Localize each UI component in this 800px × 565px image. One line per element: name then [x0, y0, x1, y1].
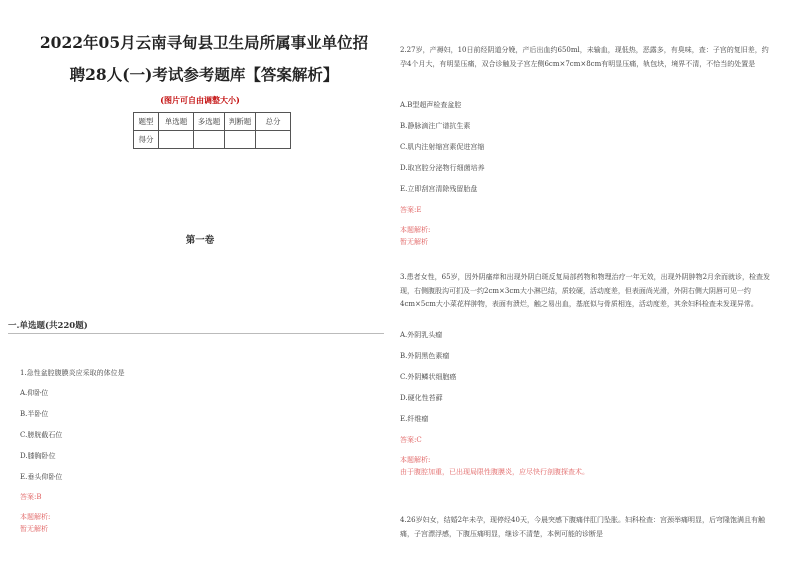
resize-note: (图片可自由调整大小) — [160, 95, 240, 105]
answer: 答案:C — [400, 436, 422, 444]
analysis-text: 由于腹腔加重，已出现局限性腹膜炎，应尽快行剖腹探查术。 — [400, 468, 589, 476]
table-cell — [159, 131, 194, 149]
option: A.B型超声检查盆腔 — [400, 101, 462, 109]
score-table-header-row — [134, 113, 291, 131]
table-cell: 得分 — [134, 131, 159, 149]
option: B.外阴黑色素瘤 — [400, 352, 450, 360]
analysis-label: 本题解析: — [400, 456, 431, 464]
question-stem: 3.患者女性，65岁，因外阴瘙痒和出现外阴白斑反复局部药物和物理治疗一年无效，出现外阴肿物2月余而就诊，检查发现，右侧腹股沟可扪及一约2cm×3cm大小淋巴结，质较硬，活动度差，但表面尚光滑，外阴右侧大阴唇可见一约4cm×5cm大小菜花样肿物，表面有溃烂，触之易出血，基底似与骨质相连，活动度差，其余妇科检查未发现异常。 — [400, 273, 771, 308]
option: B.静脉滴注广谱抗生素 — [400, 122, 471, 130]
table-cell — [194, 131, 225, 149]
question-stem: 1.急性盆腔腹膜炎应采取的体位是 — [20, 369, 125, 377]
table-cell — [256, 131, 291, 149]
score-table-score-row — [134, 131, 291, 149]
table-cell: 单选题 — [159, 113, 194, 131]
table-cell — [225, 131, 256, 149]
option: C.膀胱截石位 — [20, 431, 63, 439]
option: A.外阴乳头瘤 — [400, 331, 443, 339]
table-cell: 题型 — [134, 113, 159, 131]
option: D.硬化性苔藓 — [400, 394, 443, 402]
page-title-line2: 聘28人(一)考试参考题库【答案解析】 — [69, 65, 339, 84]
answer: 答案:B — [20, 493, 42, 501]
analysis-label: 本题解析: — [20, 513, 51, 521]
question-stem: 4.26岁妇女，结婚2年未孕，现停经40天，今晨突感下腹痛伴肛门坠胀。妇科检查：宫颈举痛明显，后穹隆饱满且有触痛，子宫漂浮感，下腹压痛明显，继诊不清楚，本例可能的诊断是 — [400, 516, 765, 538]
analysis-text: 暂无解析 — [400, 238, 428, 246]
option: B.半卧位 — [20, 410, 49, 418]
option: E.垂头仰卧位 — [20, 473, 63, 481]
analysis-label: 本题解析: — [400, 226, 431, 234]
section-heading: 一.单选题(共220题) — [8, 319, 384, 334]
score-table — [133, 112, 291, 149]
table-cell: 判断题 — [225, 113, 256, 131]
analysis-text: 暂无解析 — [20, 525, 48, 533]
volume-heading: 第一卷 — [185, 235, 215, 246]
option: D.膝胸卧位 — [20, 452, 56, 460]
answer: 答案:E — [400, 206, 422, 214]
question-stem: 2.27岁，产褥妇，10日前经阴道分娩，产后出血约650ml，未输血，现低热，恶露多，有臭味，查：子宫的复旧差，约孕4个月大，有明显压痛，双合诊触及子宫左侧6cm×7cm×8cm有明显压痛，轨包块，境界不清，不恰当的处置是 — [400, 46, 769, 68]
page-title-line1: 2022年05月云南寻甸县卫生局所属事业单位招 — [39, 33, 369, 52]
option: C.肌内注射缩宫素促进宫缩 — [400, 143, 485, 151]
table-cell: 总分 — [256, 113, 291, 131]
option: A.仰卧位 — [20, 389, 49, 397]
option: E.纤维瘤 — [400, 415, 429, 423]
option: E.立即刮宫清除残留胎盘 — [400, 185, 478, 193]
table-cell: 多选题 — [194, 113, 225, 131]
option: C.外阴鳞状细胞癌 — [400, 373, 457, 381]
option: D.取宫腔分泌物行细菌培养 — [400, 164, 485, 172]
